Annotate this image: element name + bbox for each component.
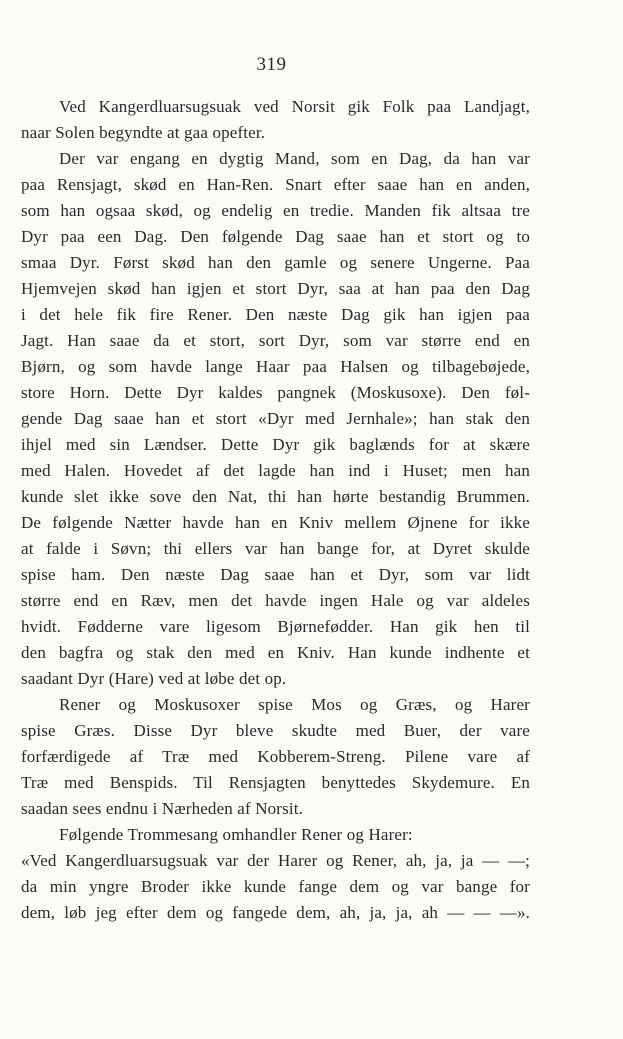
text-line: spise ham. Den næste Dag saae han et Dyr, som var lidt [21, 565, 530, 584]
text-line: Jagt. Han saae da et stort, sort Dyr, som var større end en [21, 331, 530, 350]
text-line: som han ogsaa skød, og endelig en tredie. Manden fik altsaa tre [21, 201, 530, 220]
text-line: Ved Kangerdluarsugsuak ved Norsit gik Folk paa Landjagt, [59, 97, 530, 116]
text-line: forfærdigede af Træ med Kobberem-Streng. Pilene vare af [21, 747, 530, 766]
text-line: naar Solen begyndte at gaa opefter. [21, 123, 266, 142]
text-line: saadan sees endnu i Nærheden af Norsit. [21, 799, 304, 818]
text-line: saadant Dyr (Hare) ved at løbe det op. [21, 669, 287, 688]
text-line: Der var engang en dygtig Mand, som en Dag, da han var [59, 149, 530, 168]
text-line: gende Dag saae han et stort «Dyr med Jernhale»; han stak den [21, 409, 530, 428]
text-line: «Ved Kangerdluarsugsuak var der Harer og Rener, ah, ja, ja — —; [21, 851, 530, 870]
text-line: i det hele fik fire Rener. Den næste Dag gik han igjen paa [21, 305, 530, 324]
page-number: 319 [256, 54, 287, 75]
text-line: spise Græs. Disse Dyr bleve skudte med Buer, der vare [21, 721, 530, 740]
text-line: den bagfra og stak den med en Kniv. Han kunde indhente et [21, 643, 530, 662]
text-line: smaa Dyr. Først skød han den gamle og senere Ungerne. Paa [21, 253, 530, 272]
text-line: store Horn. Dette Dyr kaldes pangnek (Moskusoxe). Den føl- [21, 383, 530, 402]
text-line: større end en Ræv, men det havde ingen Hale og var aldeles [21, 591, 530, 610]
body-text [21, 94, 530, 926]
text-line: ihjel med sin Lændser. Dette Dyr gik baglænds for at skære [21, 435, 530, 454]
text-line: Hjemvejen skød han igjen et stort Dyr, saa at han paa den Dag [21, 279, 530, 298]
text-line: De følgende Nætter havde han en Kniv mellem Øjnene for ikke [21, 513, 530, 532]
text-line: Træ med Benspids. Til Rensjagten benyttedes Skydemure. En [21, 773, 530, 792]
text-line: da min yngre Broder ikke kunde fange dem og var bange for [21, 877, 530, 896]
text-line: med Halen. Hovedet af det lagde han ind i Huset; men han [21, 461, 530, 480]
text-line: hvidt. Fødderne vare ligesom Bjørnefødder. Han gik hen til [21, 617, 530, 636]
text-line: kunde slet ikke sove den Nat, thi han hørte bestandig Brummen. [21, 487, 530, 506]
text-line: Følgende Trommesang omhandler Rener og Harer: [59, 825, 413, 844]
text-line: dem, løb jeg efter dem og fangede dem, ah, ja, ja, ah — — —». [21, 903, 530, 922]
text-line: at falde i Søvn; thi ellers var han bange for, at Dyret skulde [21, 539, 530, 558]
text-line: Rener og Moskusoxer spise Mos og Græs, og Harer [59, 695, 530, 714]
text-line: Dyr paa een Dag. Den følgende Dag saae han et stort og to [21, 227, 530, 246]
text-line: Bjørn, og som havde lange Haar paa Halsen og tilbagebøjede, [21, 357, 530, 376]
text-line: paa Rensjagt, skød en Han-Ren. Snart efter saae han en anden, [21, 175, 530, 194]
